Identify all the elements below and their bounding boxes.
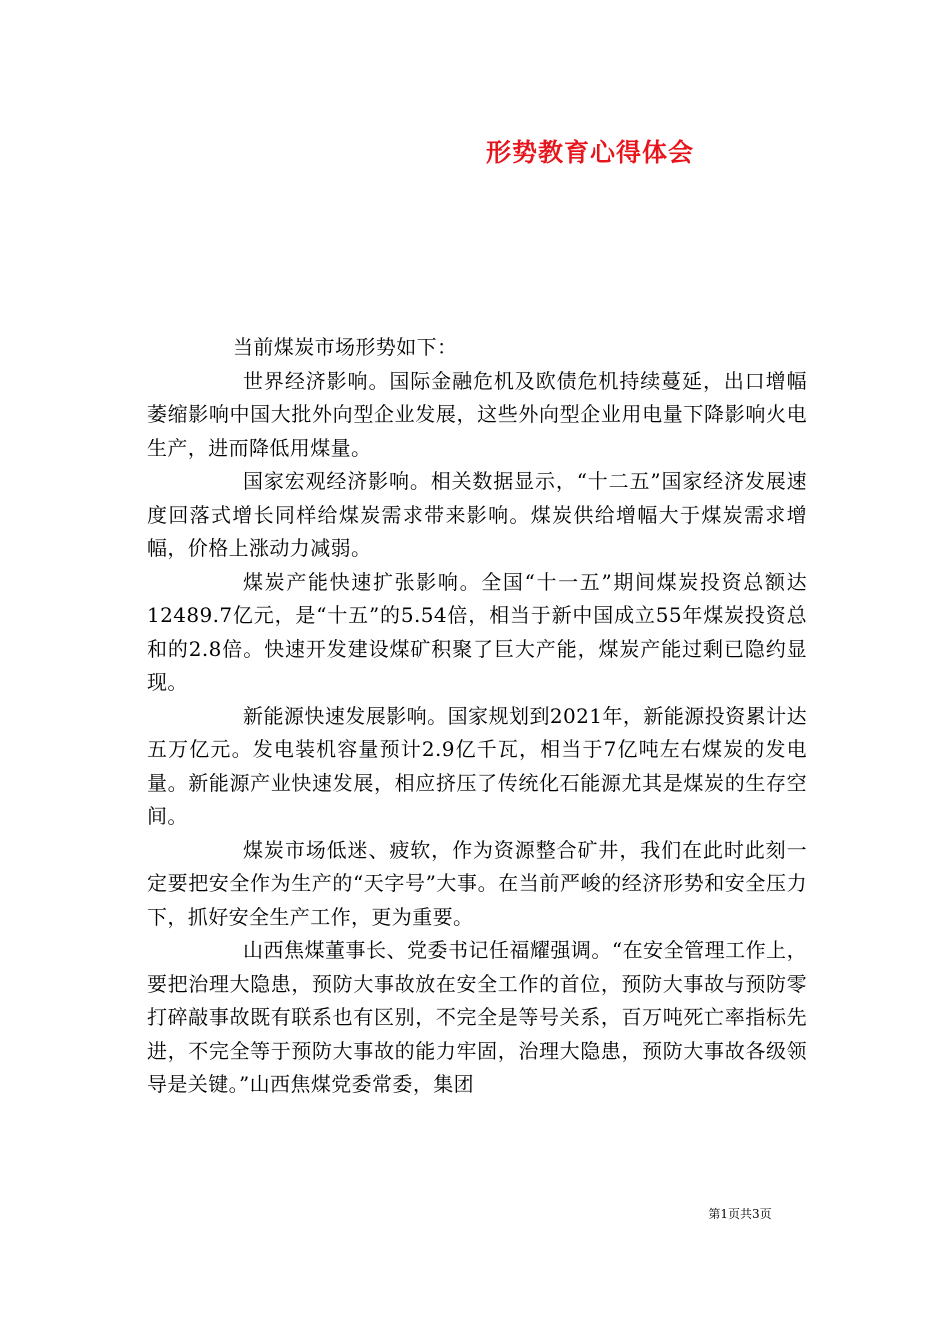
paragraph-macro-economy: 国家宏观经济影响。相关数据显示，“十二五”国家经济发展速度回落式增长同样给煤炭需求带来影响。煤炭供给增幅大于煤炭需求增幅，价格上涨动力减弱。 [147, 469, 807, 560]
document-title: 形势教育心得体会 [485, 138, 694, 167]
paragraph-safety-priority: 煤炭市场低迷、疲软，作为资源整合矿井，我们在此时此刻一定要把安全作为生产的“天字号”大事。在当前严峻的经济形势和安全压力下，抓好安全生产工作，更为重要。 [147, 837, 807, 929]
document-body [147, 331, 807, 1102]
paragraph-leadership-quote: 山西焦煤董事长、党委书记任福耀强调。“在安全管理工作上，要把治理大隐患，预防大事故放在安全工作的首位，预防大事故与预防零打碎敲事故既有联系也有区别，不完全是等号关系，百万吨死亡率指标先进，不完全等于预防大事故的能力牢固，治理大隐患，预防大事故各级领导是关键。”山西焦煤党委常委，集团 [147, 938, 807, 1096]
paragraph-capacity-expansion: 煤炭产能快速扩张影响。全国“十一五”期间煤炭投资总额达12489.7亿元，是“十五”的5.54倍，相当于新中国成立55年煤炭投资总和的2.8倍。快速开发建设煤矿积聚了巨大产能，煤炭产能过剩已隐约显现。 [147, 569, 807, 694]
paragraph-intro: 当前煤炭市场形势如下： [233, 335, 458, 359]
page-number-footer: 第1页共3页 [708, 1207, 772, 1221]
paragraph-new-energy: 新能源快速发展影响。国家规划到2021年，新能源投资累计达五万亿元。发电装机容量预计2.9亿千瓦，相当于7亿吨左右煤炭的发电量。新能源产业快速发展，相应挤压了传统化石能源尤其是煤炭的生存空间。 [147, 703, 807, 828]
paragraph-world-economy: 世界经济影响。国际金融危机及欧债危机持续蔓延，出口增幅萎缩影响中国大批外向型企业发展，这些外向型企业用电量下降影响火电生产，进而降低用煤量。 [147, 368, 807, 460]
